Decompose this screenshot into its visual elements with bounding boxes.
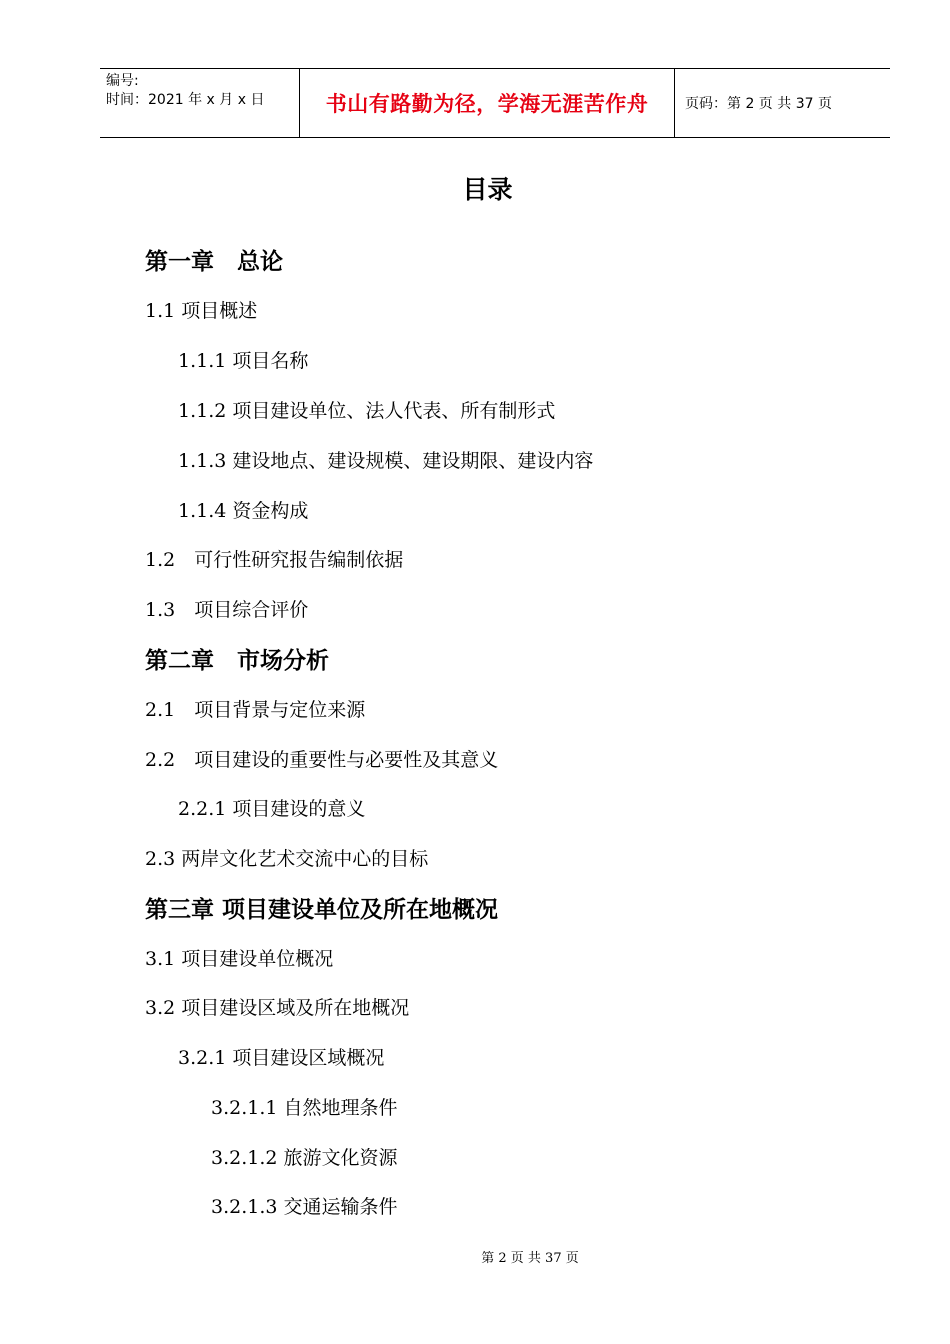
toc-entry-1-1-2[interactable]: 1.1.2 项目建设单位、法人代表、所有制形式 (178, 400, 556, 422)
toc-entry-1-1-1[interactable]: 1.1.1 项目名称 (178, 350, 309, 372)
header-motto: 书山有路勤为径，学海无涯苦作舟 (300, 69, 675, 137)
toc-entry-1-2[interactable]: 1.2 可行性研究报告编制依据 (145, 549, 404, 571)
toc-entry-2-3[interactable]: 2.3 两岸文化艺术交流中心的目标 (145, 848, 429, 870)
toc-entry-3-2-1[interactable]: 3.2.1 项目建设区域概况 (178, 1047, 385, 1069)
toc-entry-3-2[interactable]: 3.2 项目建设区域及所在地概况 (145, 997, 410, 1019)
page-header (100, 68, 890, 138)
toc-chapter-2[interactable]: 第二章 市场分析 (145, 648, 329, 674)
toc-entry-3-2-1-2[interactable]: 3.2.1.2 旅游文化资源 (211, 1147, 398, 1169)
page-title: 目录 (462, 175, 513, 204)
document-number-label: 编号: (106, 73, 139, 89)
toc-entry-3-2-1-1[interactable]: 3.2.1.1 自然地理条件 (211, 1097, 398, 1119)
toc-entry-3-1[interactable]: 3.1 项目建设单位概况 (145, 948, 334, 970)
toc-entry-1-1-3[interactable]: 1.1.3 建设地点、建设规模、建设期限、建设内容 (178, 450, 594, 472)
document-time-label: 时间：2021 年 x 月 x 日 (106, 92, 265, 108)
toc-entry-2-2[interactable]: 2.2 项目建设的重要性与必要性及其意义 (145, 749, 499, 771)
toc-chapter-1[interactable]: 第一章 总论 (145, 249, 283, 275)
toc-entry-1-1-4[interactable]: 1.1.4 资金构成 (178, 500, 309, 522)
toc-entry-1-3[interactable]: 1.3 项目综合评价 (145, 599, 309, 621)
toc-entry-2-2-1[interactable]: 2.2.1 项目建设的意义 (178, 798, 366, 820)
header-meta (100, 69, 300, 137)
header-page-number: 页码：第 2 页 共 37 页 (685, 96, 832, 112)
page-footer: 第 2 页 共 37 页 (481, 1251, 579, 1266)
toc-entry-2-1[interactable]: 2.1 项目背景与定位来源 (145, 699, 366, 721)
toc-chapter-3[interactable]: 第三章 项目建设单位及所在地概况 (145, 897, 499, 923)
toc-entry-1-1[interactable]: 1.1 项目概述 (145, 300, 258, 322)
toc-entry-3-2-1-3[interactable]: 3.2.1.3 交通运输条件 (211, 1196, 398, 1218)
